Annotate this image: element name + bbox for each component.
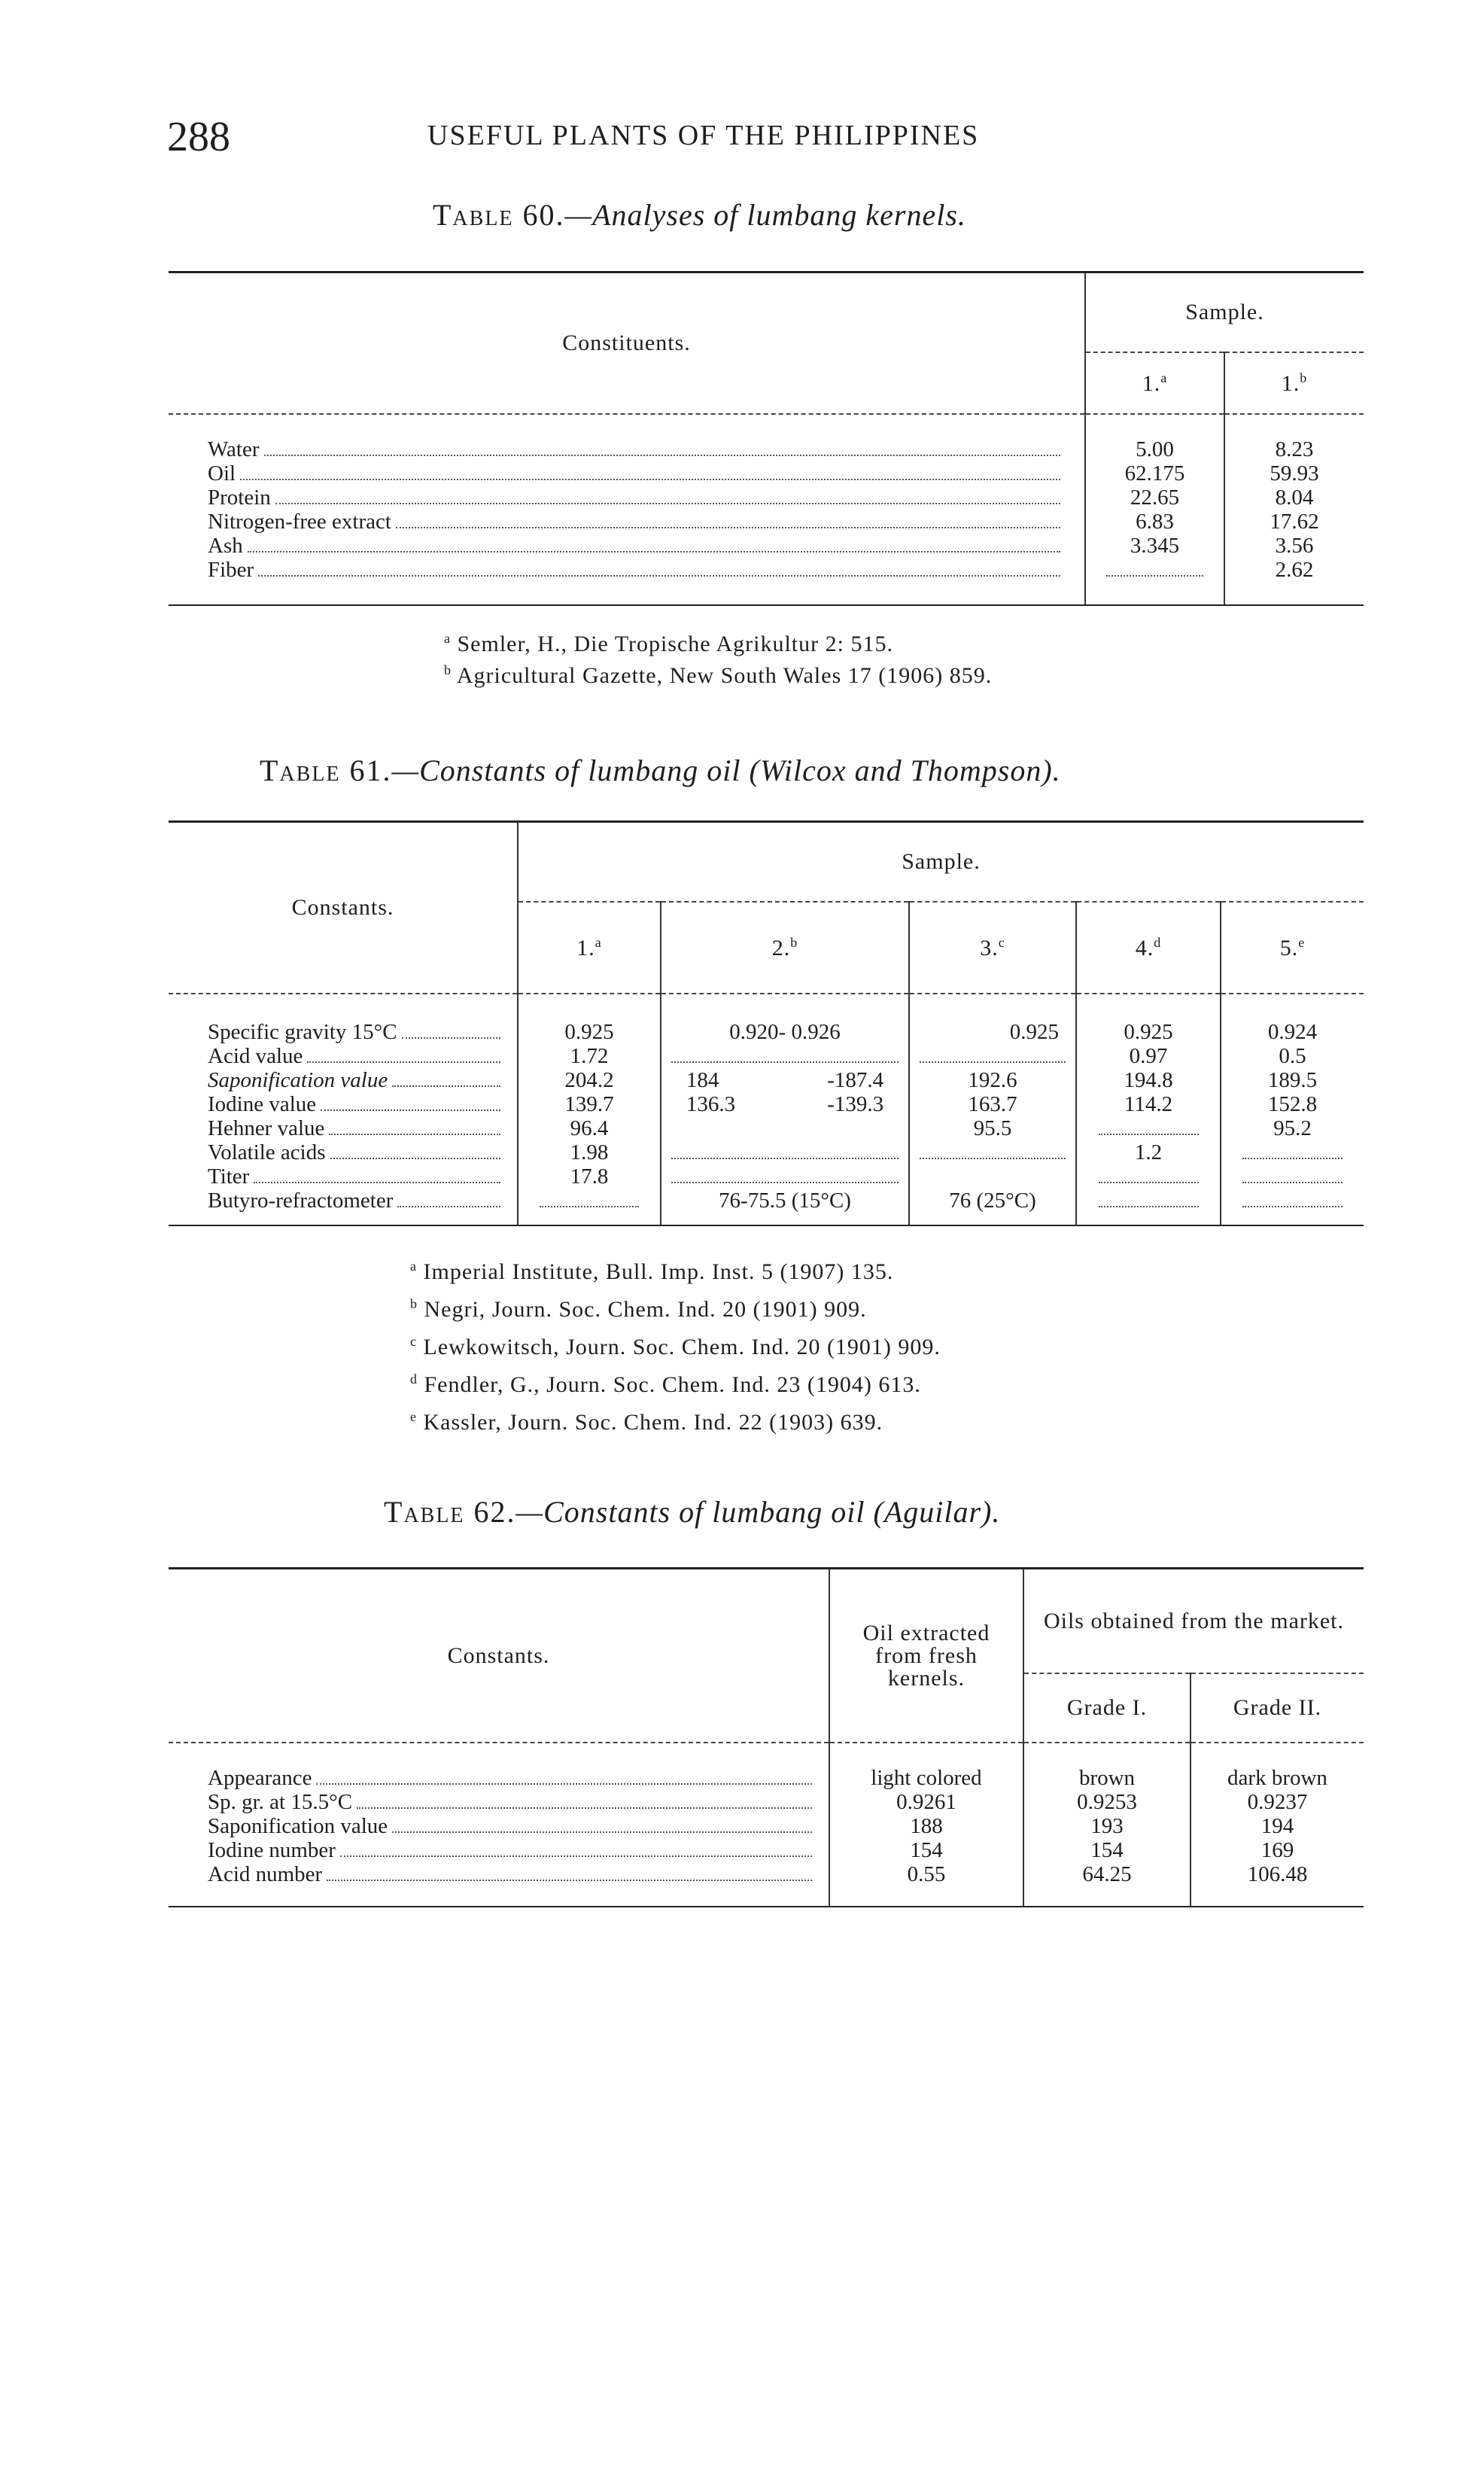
table-cell: light colored [871, 1766, 982, 1790]
table-61-sample-3 [909, 902, 1076, 994]
table-61-subtitle: —Constants of lumbang oil (Wilcox and Thompson). [391, 753, 1061, 787]
table-60-footnote-b: $^b$ Agricultural Gazette, New South Wales 17 (1906) 859. [444, 662, 993, 688]
empty-cell-dash [661, 1140, 908, 1164]
table-cell: 8.04 [1275, 486, 1314, 510]
table-61-col-5 [1221, 994, 1364, 1225]
table-cell: 3.56 [1275, 534, 1314, 558]
table-60-label: Table 60. [433, 198, 565, 232]
table-61-col-3 [909, 994, 1076, 1225]
table-61-sample-3-number: 3. [980, 935, 999, 960]
table-cell: 1.72 [570, 1044, 609, 1068]
table-61-row-iodine-value: Iodine value [208, 1092, 508, 1116]
table-62-row-names [169, 1743, 829, 1906]
table-61-sample-2-mark: b [790, 934, 798, 950]
table-61-row-names [169, 994, 518, 1225]
table-cell: 169 [1260, 1838, 1294, 1862]
table-62-header-fresh-kernels: Oil extracted from fresh kernels. [829, 1569, 1023, 1743]
table-61-sample-4 [1076, 902, 1221, 994]
table-62-col-grade-1 [1023, 1743, 1191, 1906]
table-62-row-appearance: Appearance [208, 1766, 820, 1790]
table-60-sample-1b-number: 1. [1281, 370, 1300, 396]
table-cell: 76 (25°C) [949, 1189, 1036, 1213]
table-60-col-1b [1224, 414, 1364, 604]
table-60-row-oil: Oil [208, 461, 1068, 486]
table-61-row-acid-value: Acid value [208, 1044, 508, 1068]
empty-cell-dash [1077, 1189, 1220, 1213]
table-62-title [384, 1494, 1000, 1530]
table-60-row-ash: Ash [208, 534, 1068, 558]
table-62-header-market-oils: Oils obtained from the market. [1023, 1569, 1364, 1673]
table-61-col-4 [1076, 994, 1221, 1225]
table-60-header-constituents: Constituents. [169, 273, 1085, 414]
empty-cell-dash [1221, 1189, 1364, 1213]
table-cell: 3.345 [1130, 534, 1180, 558]
empty-cell-dash [910, 1140, 1075, 1164]
table-cell: 0.925 [1009, 1020, 1059, 1044]
table-cell: 62.175 [1124, 461, 1185, 486]
table-61-sample-2 [661, 902, 909, 994]
table-61-row-volatile-acids: Volatile acids [208, 1140, 508, 1164]
table-62-row-acid-number: Acid number [208, 1862, 820, 1886]
table-61-sample-3-mark: c [998, 934, 1005, 950]
table-cell: 6.83 [1136, 510, 1174, 534]
table-61 [169, 820, 1364, 1226]
table-cell: 0.924 [1267, 1020, 1318, 1044]
table-cell: 0.9237 [1247, 1790, 1308, 1814]
table-60-header-sample: Sample. [1085, 273, 1364, 352]
table-cell: 189.5 [1267, 1068, 1318, 1092]
table-61-footnote-b: $^b$ Negri, Journ. Soc. Chem. Ind. 20 (1901) 909. [410, 1296, 867, 1322]
table-cell: 1.2 [1134, 1140, 1163, 1164]
table-61-title [260, 753, 1061, 788]
empty-cell-dash [1077, 1116, 1220, 1140]
table-60-sample-1a [1085, 352, 1224, 414]
table-61-label: Table 61. [260, 753, 392, 787]
table-cell: 59.93 [1270, 461, 1319, 486]
table-61-footnote-c: $^c$ Lewkowitsch, Journ. Soc. Chem. Ind. 20 (1901) 909. [410, 1334, 941, 1359]
table-cell: 17.8 [570, 1164, 609, 1189]
table-60-footnote-a: $^a$ Semler, H., Die Tropische Agrikultur 2: 515. [444, 631, 893, 656]
table-cell: 154 [1090, 1838, 1124, 1862]
table-61-row-specific-gravity: Specific gravity 15°C [208, 1020, 508, 1044]
running-head: USEFUL PLANTS OF THE PHILIPPINES [427, 120, 980, 151]
table-cell: 76-75.5 (15°C) [719, 1189, 851, 1213]
table-61-row-hehner-value: Hehner value [208, 1116, 508, 1140]
table-61-sample-5 [1221, 902, 1364, 994]
table-60-row-nitrogen-free-extract: Nitrogen-free extract [208, 510, 1068, 534]
table-62-col-fresh [829, 1743, 1023, 1906]
table-cell: 154 [910, 1838, 943, 1862]
table-62-row-iodine-number: Iodine number [208, 1838, 820, 1862]
table-61-header-sample: Sample. [518, 823, 1364, 902]
table-cell: 0.9253 [1077, 1790, 1137, 1814]
table-62-col-grade-2 [1191, 1743, 1364, 1906]
table-62-row-specific-gravity: Sp. gr. at 15.5°C [208, 1790, 820, 1814]
table-cell: 95.2 [1273, 1116, 1312, 1140]
table-62 [169, 1567, 1364, 1907]
table-62-header-grade-2: Grade II. [1191, 1673, 1364, 1743]
table-61-sample-4-mark: d [1154, 934, 1162, 950]
table-cell: 139.7 [564, 1092, 614, 1116]
table-60-subtitle: —Analyses of lumbang kernels. [564, 198, 966, 232]
table-62-header-constants: Constants. [169, 1569, 829, 1743]
table-cell: 2.62 [1275, 558, 1314, 582]
table-61-footnote-a: $^a$ Imperial Institute, Bull. Imp. Inst. 5 (1907) 135. [410, 1259, 894, 1284]
empty-cell-dash [661, 1164, 908, 1189]
table-cell: 8.23 [1275, 437, 1314, 461]
table-cell: 192.6 [968, 1068, 1017, 1092]
empty-cell-dash [1086, 558, 1224, 582]
table-60-row-fiber: Fiber [208, 558, 1068, 582]
table-cell: 0.925 [564, 1020, 614, 1044]
table-cell: 0.97 [1129, 1044, 1168, 1068]
table-61-sample-1 [518, 902, 661, 994]
table-61-sample-1-mark: a [595, 934, 602, 950]
table-62-subtitle: —Constants of lumbang oil (Aguilar). [515, 1495, 1001, 1529]
table-cell-range: 136.3 -139.3 [686, 1092, 884, 1116]
table-cell: 193 [1090, 1814, 1124, 1838]
table-cell: 194.8 [1124, 1068, 1173, 1092]
table-61-row-titer: Titer [208, 1164, 508, 1189]
table-61-sample-4-number: 4. [1135, 935, 1154, 960]
table-cell: 114.2 [1124, 1092, 1173, 1116]
table-cell: brown [1078, 1766, 1136, 1790]
table-61-col-2 [661, 994, 909, 1225]
table-cell: 96.4 [570, 1116, 609, 1140]
table-61-footnote-d: $^d$ Fendler, G., Journ. Soc. Chem. Ind. 23 (1904) 613. [410, 1371, 921, 1397]
table-cell: 17.62 [1270, 510, 1319, 534]
table-61-sample-5-mark: e [1298, 934, 1306, 950]
empty-cell-dash [1221, 1140, 1364, 1164]
table-61-header-constants: Constants. [169, 823, 518, 994]
table-61-col-1 [518, 994, 661, 1225]
table-60 [169, 271, 1364, 606]
table-cell: 106.48 [1247, 1862, 1308, 1886]
table-60-row-protein: Protein [208, 486, 1068, 510]
empty-cell-dash [518, 1189, 660, 1213]
table-cell: 0.5 [1279, 1044, 1306, 1068]
table-60-sample-1b [1224, 352, 1364, 414]
table-cell: 163.7 [968, 1092, 1017, 1116]
table-cell: 5.00 [1136, 437, 1174, 461]
table-cell: 0.925 [1124, 1020, 1173, 1044]
table-60-sample-1a-mark: a [1160, 370, 1168, 385]
table-60-title [433, 197, 966, 233]
table-61-footnote-e: $^e$ Kassler, Journ. Soc. Chem. Ind. 22 (1903) 639. [410, 1409, 883, 1435]
table-60-sample-1a-number: 1. [1142, 370, 1161, 396]
table-60-sample-1b-mark: b [1300, 370, 1308, 385]
table-cell: 194 [1260, 1814, 1294, 1838]
table-cell: 188 [910, 1814, 943, 1838]
table-62-label: Table 62. [384, 1495, 516, 1529]
table-cell: 0.920- 0.926 [729, 1020, 841, 1044]
table-cell: 95.5 [973, 1116, 1012, 1140]
table-cell: 64.25 [1082, 1862, 1132, 1886]
table-cell: 204.2 [564, 1068, 614, 1092]
empty-cell-dash [1077, 1164, 1220, 1189]
table-cell: 0.55 [907, 1862, 946, 1886]
table-cell: 22.65 [1130, 486, 1180, 510]
empty-cell-dash [1221, 1164, 1364, 1189]
table-61-sample-1-number: 1. [576, 935, 595, 960]
table-cell: 152.8 [1267, 1092, 1318, 1116]
table-61-sample-5-number: 5. [1279, 935, 1299, 960]
table-61-sample-2-number: 2. [771, 935, 791, 960]
table-60-col-1a [1085, 414, 1224, 604]
table-cell: 0.9261 [896, 1790, 956, 1814]
table-62-header-grade-1: Grade I. [1023, 1673, 1191, 1743]
table-61-row-butyro-refractometer: Butyro-refractometer [208, 1189, 508, 1213]
table-60-row-water: Water [208, 437, 1068, 461]
table-60-row-names [169, 414, 1085, 604]
page-number: 288 [167, 114, 230, 160]
empty-cell-dash [910, 1044, 1075, 1068]
table-cell: 1.98 [570, 1140, 609, 1164]
empty-cell-dash [661, 1044, 908, 1068]
table-cell: dark brown [1227, 1766, 1327, 1790]
table-62-row-saponification-value: Saponification value [208, 1814, 820, 1838]
table-61-row-saponification-value: Saponification value [208, 1068, 508, 1092]
table-cell-range: 184 -187.4 [686, 1068, 884, 1092]
